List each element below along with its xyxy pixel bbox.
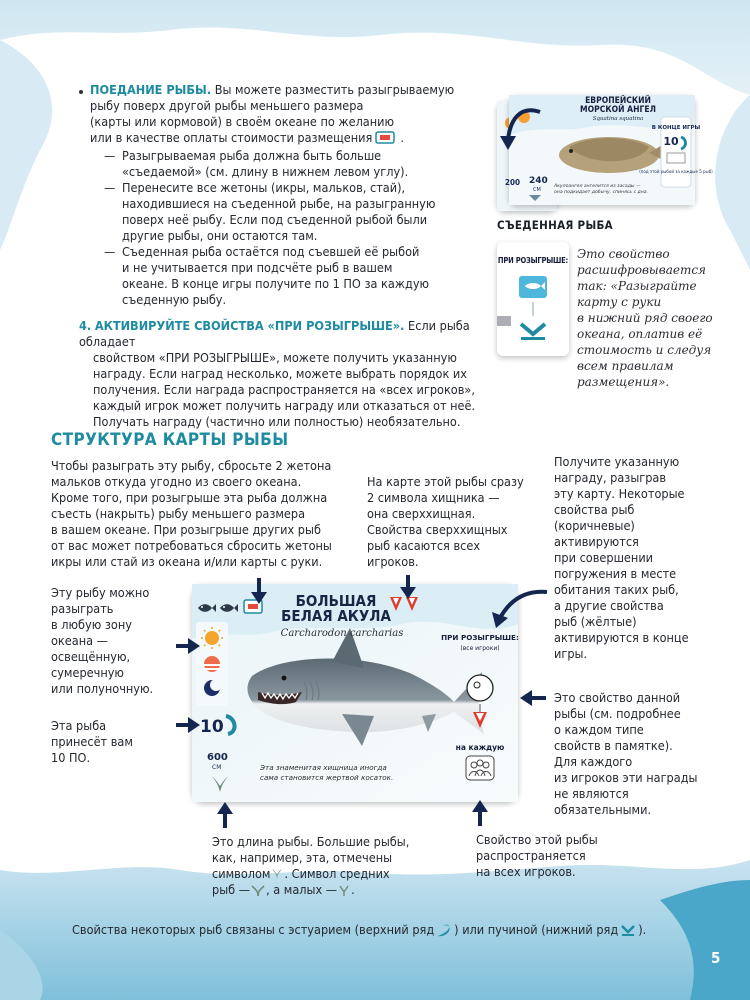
- eat-subrules: — Разыгрываемая рыба должна быть больше «съедаемой» (см. длину в нижнем левом углу). — Перенесите все жетоны (икры, мальков, стай), находившиеся на съеденной рыбе, на разыгранную поверх неё рыбу. Если под съеденной рыбой были другие рыбы, они остаются там. — Съеденная рыба остаётся под съевшей её рыбой и не учитывается при подсчёте рыб в вашем океане. В конце игры получите по 1 ПО за каждую съеденную рыбу.: [104, 148, 484, 308]
- annotation-line: обязательными.: [554, 802, 652, 817]
- annotation-line: не являются: [554, 786, 629, 801]
- annotation-all-players: [476, 832, 646, 880]
- activate-first: Если рыба обладает: [79, 318, 470, 349]
- egg-token-icon: [467, 675, 493, 701]
- eaten-flavor: Акулоангел ангелится из засады —: [554, 184, 641, 189]
- annotation-line: На карте этой рыбы сразу: [367, 474, 524, 489]
- annotation-reward: [554, 454, 724, 662]
- activate-line: награду. Если наград несколько, можете выбрать порядок их: [93, 366, 467, 381]
- annotation-line: (коричневые): [554, 518, 635, 533]
- annotation-line: эту карту. Некоторые: [554, 486, 685, 501]
- annotation-line: свойств в памятке).: [554, 738, 673, 753]
- shark-latin-name: Carcharodon carcharias: [280, 628, 404, 639]
- annotation-line: рыб —: [212, 882, 251, 897]
- shark-card-title: [276, 594, 396, 624]
- annotation-line: обитания таких рыб,: [554, 582, 679, 597]
- eat-rule-line: или в качестве оплаты стоимости размещения: [90, 130, 373, 145]
- eat-sub-line: Съеденная рыба остаётся под съевшей её рыбой: [122, 244, 420, 259]
- annotation-line: разыграть: [51, 601, 114, 616]
- eat-sub-line: поверх неё рыбу. Если под съеденной рыбой были: [122, 212, 428, 227]
- activate-label: АКТИВИРУЙТЕ СВОЙСТВА «ПРИ РОЗЫГРЫШЕ».: [94, 318, 405, 333]
- eat-sub-line: океане. В конце игры получите по 1 ПО за каждую: [122, 276, 430, 291]
- annotation-line: съесть (накрыть) рыбу меньшего размера: [51, 506, 306, 521]
- eat-sub-line: «съедаемой» (см. длину в нижнем левом углу).: [122, 164, 409, 179]
- annotation-line: награду, разыграв: [554, 470, 667, 485]
- eaten-latin: Squatina squatina: [592, 116, 644, 122]
- annotation-line: свойства рыб: [554, 502, 635, 517]
- eaten-title-line: МОРСКОЙ АНГЕЛ: [580, 105, 656, 115]
- eat-fish-icon: [244, 600, 262, 613]
- annotation-line: активируются в конце: [554, 630, 689, 645]
- eat-rule-label: ПОЕДАНИЕ РЫБЫ.: [90, 82, 212, 97]
- ability-card-snippet: [497, 242, 569, 356]
- annotation-line: освещённую,: [51, 649, 131, 664]
- ability-snippet-art: [497, 242, 569, 356]
- ability-explanation-line: размещения».: [577, 375, 670, 389]
- annotation-ability-type: [554, 690, 724, 818]
- annotation-line: игроков.: [367, 554, 419, 569]
- eat-sub-line: находившиеся на съеденной рыбе, на разыгранную: [122, 196, 436, 211]
- annotation-line: рыб (жёлтые): [554, 614, 637, 629]
- footer-note: [72, 922, 712, 938]
- annotation-line: при совершении: [554, 550, 654, 565]
- annotation-line: , а малых —: [266, 882, 338, 897]
- annotation-line: икры или стай из океана и/или карты с руки.: [51, 554, 323, 569]
- shark-points: 10: [200, 717, 224, 737]
- eaten-side-note: (под этой рыбой за каждые 5 рыб): [639, 169, 713, 174]
- ability-explanation-line: стоимость и следуя: [577, 343, 712, 357]
- annotation-line: Эту рыбу можно: [51, 585, 150, 600]
- eat-rule-line: (карты или кормовой) в своём океане по желанию: [90, 114, 395, 129]
- eaten-fish-caption: СЪЕДЕННАЯ РЫБА: [497, 218, 613, 232]
- ability-explanation-line: расшифровывается: [577, 263, 706, 277]
- eat-sub-line: Перенесите все жетоны (икры, мальков, стай),: [122, 180, 406, 195]
- annotation-line: из игроков эти награды: [554, 770, 698, 785]
- annotation-line: от вас может потребоваться сбросить жетоны: [51, 538, 332, 553]
- annotation-line: сумеречную: [51, 665, 124, 680]
- eaten-flavor: она подкидает добычу, спинясь с дна.: [554, 190, 649, 195]
- footer-text: ) или пучиной (нижний ряд: [454, 922, 619, 937]
- annotation-line: Эта рыба: [51, 718, 107, 733]
- small-fish-tail-icon: [337, 883, 351, 897]
- annotation-line: распространяется: [476, 848, 586, 863]
- all-players-icon: [466, 756, 494, 780]
- activate-line: свойством «ПРИ РОЗЫГРЫШЕ», можете получить указанную: [93, 350, 457, 365]
- eat-sub-line: и не учитывается при подсчёте рыб в вашем: [122, 260, 393, 275]
- card-cost-icon: [375, 131, 397, 145]
- eaten-length: 240: [529, 176, 548, 186]
- page-number: 5: [711, 949, 721, 967]
- annotation-cost: [51, 458, 361, 570]
- annotation-zones: [51, 585, 181, 697]
- ability-explanation: [577, 246, 717, 390]
- annotation-line: Получите указанную: [554, 454, 680, 469]
- annotation-line: игры.: [554, 646, 588, 661]
- eat-sub-line: другие рыбы, они остаются там.: [122, 228, 318, 243]
- activate-line: получения. Если награда распространяется на «всех игроков»,: [93, 382, 475, 397]
- shark-ability-scope: (все игроки): [460, 645, 500, 652]
- abyss-icon: [619, 922, 637, 938]
- eaten-card-title: [573, 97, 663, 124]
- back-length: 200: [505, 178, 521, 187]
- ability-explanation-line: Это свойство: [577, 247, 670, 261]
- ability-explanation-line: в нижний ряд своего: [577, 311, 713, 325]
- annotation-line: принесёт вам: [51, 734, 133, 749]
- annotation-line: рыбы (см. подробнее: [554, 706, 681, 721]
- annotation-line: Свойства сверххищных: [367, 522, 508, 537]
- annotation-line: о каждом типе: [554, 722, 644, 737]
- shark-flavor-line: сама становится жертвой косаток.: [260, 773, 394, 782]
- eat-sub-line: Разыгрываемая рыба должна быть больше: [122, 148, 382, 163]
- shark-length-unit: СМ: [212, 764, 222, 771]
- ability-explanation-line: карту с руки: [577, 295, 662, 309]
- sun-icon: [518, 111, 530, 123]
- annotation-line: Это длина рыбы. Большие рыбы,: [212, 834, 410, 849]
- eaten-side-value: 10: [663, 135, 679, 148]
- annotation-line: 2 символа хищника —: [367, 490, 500, 505]
- ability-snippet-label: ПРИ РОЗЫГРЫШЕ:: [497, 256, 569, 265]
- annotation-line: она сверххищная.: [367, 506, 476, 521]
- activate-number: 4.: [79, 318, 92, 333]
- annotation-predator: [367, 474, 537, 570]
- bullet-dot: [79, 90, 83, 94]
- eat-rule-line: рыбу поверх другой рыбы меньшего размера: [90, 98, 364, 113]
- annotation-line: в любую зону: [51, 617, 132, 632]
- annotation-line: или полуночную.: [51, 681, 154, 696]
- eaten-title-line: ЕВРОПЕЙСКИЙ: [585, 96, 651, 106]
- section-title: СТРУКТУРА КАРТЫ РЫБЫ: [51, 430, 289, 450]
- estuary-icon: [435, 922, 453, 938]
- annotation-line: Кроме того, при розыгрыше эта рыба должна: [51, 490, 328, 505]
- eat-sub-line: съеденную рыбу.: [122, 292, 227, 307]
- annotation-length: [212, 834, 442, 898]
- eat-rule-line: Вы можете разместить разыгрываемую: [214, 82, 455, 97]
- annotation-line: океана —: [51, 633, 108, 648]
- shark-length: 600: [207, 752, 228, 763]
- eaten-fish-card-stack: [497, 95, 713, 213]
- annotation-line: .: [351, 882, 355, 897]
- shark-each-label: на каждую: [455, 743, 505, 752]
- annotation-line: Свойство этой рыбы: [476, 832, 598, 847]
- activate-line: каждый игрок может получить награду или отказаться от неё.: [93, 398, 476, 413]
- annotation-line: Для каждого: [554, 754, 633, 769]
- shark-flavor-line: Эта знаменитая хищница иногда: [260, 763, 387, 772]
- activate-rule: [79, 318, 499, 430]
- eaten-side-label: В КОНЦЕ ИГРЫ: [651, 125, 701, 131]
- annotation-line: мальков откуда угодно из своего океана.: [51, 474, 302, 489]
- annotation-line: активируются: [554, 534, 639, 549]
- eat-rule: ПОЕДАНИЕ РЫБЫ. Вы можете разместить разыгрываемую рыбу поверх другой рыбы меньшего размера (карты или кормовой) в своём океане по желанию или в качестве оплаты стоимости размещения .: [90, 82, 470, 146]
- annotation-line: Это свойство данной: [554, 690, 681, 705]
- annotation-line: символом: [212, 866, 271, 881]
- large-fish-tail-icon: [270, 867, 284, 881]
- footer-text: ).: [638, 922, 647, 937]
- annotation-line: погружения в месте: [554, 566, 677, 581]
- annotation-line: на всех игроков.: [476, 864, 576, 879]
- annotation-line: а другие свойства: [554, 598, 664, 613]
- ability-explanation-line: всем правилам: [577, 359, 674, 373]
- annotation-line: 10 ПО.: [51, 750, 91, 765]
- annotation-line: рыб касаются всех: [367, 538, 481, 553]
- annotation-line: . Символ средних: [284, 866, 390, 881]
- annotation-line: как, например, эта, отмечены: [212, 850, 393, 865]
- annotation-line: Чтобы разыграть эту рыбу, сбросьте 2 жетона: [51, 458, 332, 473]
- annotation-line: в вашем океане. При розыгрыше других рыб: [51, 522, 321, 537]
- activate-line: Получать награду (частично или полностью) необязательно.: [93, 414, 461, 429]
- shark-title-line: БЕЛАЯ АКУЛА: [281, 607, 391, 625]
- shark-title-line: БОЛЬШАЯ: [295, 592, 377, 610]
- ability-explanation-line: океана, оплатив её: [577, 327, 703, 341]
- annotation-points: [51, 718, 171, 766]
- shark-ability-label: ПРИ РОЗЫГРЫШЕ:: [441, 633, 519, 642]
- great-white-shark-card: [192, 584, 518, 802]
- ability-explanation-line: так: «Разыграйте: [577, 279, 697, 293]
- footer-text: Свойства некоторых рыб связаны с эстуарием (верхний ряд: [72, 922, 435, 937]
- eaten-length-unit: СМ: [533, 187, 541, 193]
- medium-fish-tail-icon: [250, 883, 266, 897]
- eaten-fish-card: [509, 95, 713, 205]
